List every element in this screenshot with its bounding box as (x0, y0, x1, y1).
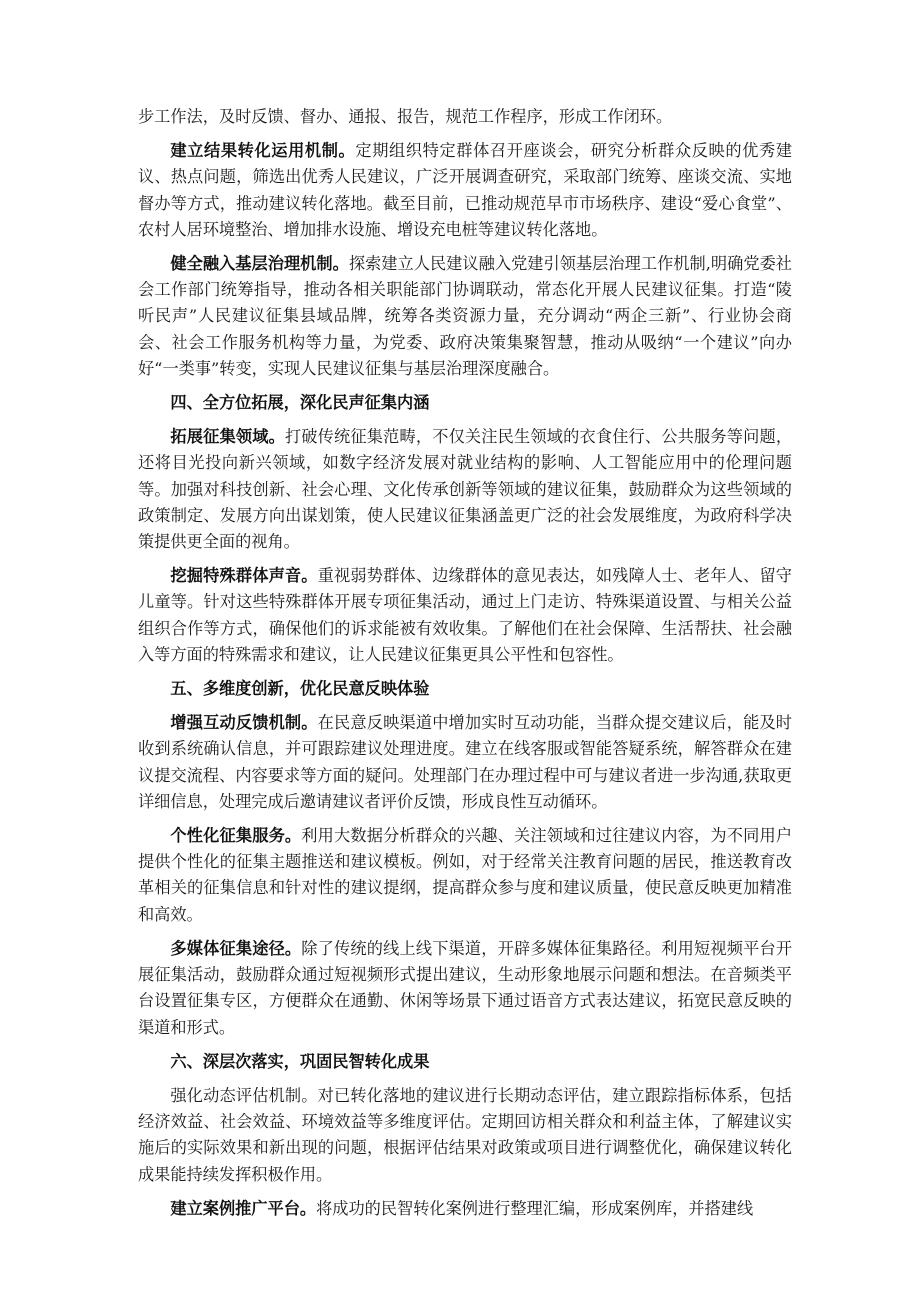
paragraph-lead: 个性化征集服务。 (170, 826, 302, 846)
paragraph-text: 重视弱势群体、边缘群体的意见表达，如残障人士、老年人、留守儿童等。针对这些特殊群体开展专项征集活动，通过上门走访、特殊渠道设置、与相关公益组织合作等方式，确保他们的诉求能被有效收集。了解他们在社会保障、生活帮扶、社会融入等方面的特殊需求和建议，让人民建议征集更具公平性和包容性。 (138, 566, 792, 664)
paragraph-special-groups (138, 563, 792, 668)
paragraph-lead: 建立结果转化运用机制。 (170, 141, 356, 161)
section-heading-6: 六、深层次落实，巩固民智转化成果 (170, 1051, 430, 1071)
paragraph-text: 除了传统的线上线下渠道，开辟多媒体征集路径。利用短视频平台开展征集活动，鼓励群众通过短视频形式提出建议，生动形象地展示问题和想法。在音频类平台设置征集专区，方便群众在通勤、休闲等场景下通过语音方式表达建议，拓宽民意反映的渠道和形式。 (138, 938, 793, 1037)
paragraph-text: 定期组织特定群体召开座谈会，研究分析群众反映的优秀建议、热点问题，筛选出优秀人民建议，广泛开展调查研究，采取部门统筹、座谈交流、实地督办等方式，推动建议转化落地。截至目前，已推动规范早市市场秩序、建设“爱心食堂”、农村人居环境整治、增加排水设施、增设充电桩等建议转化落地。 (138, 141, 793, 239)
paragraph-interactive-feedback (138, 710, 792, 815)
paragraph-case-platform (138, 1196, 792, 1222)
section-heading-4: 四、全方位拓展，深化民声征集内涵 (170, 393, 430, 413)
paragraph-lead: 拓展征集领域。 (170, 427, 285, 447)
document-body (138, 104, 792, 1230)
paragraph-dynamic-evaluation (138, 1083, 792, 1188)
paragraph-text: 步工作法，及时反馈、督办、通报、报告，规范工作程序，形成工作闭环。 (138, 107, 673, 126)
paragraph-grassroots-governance (138, 251, 792, 382)
paragraph-text: 在民意反映渠道中增加实时互动功能，当群众提交建议后，能及时收到系统确认信息，并可跟踪建议处理进度。建立在线客服或智能答疑系统，解答群众在建议提交流程、内容要求等方面的疑问。处理部门在办理过程中可与建议者进一步沟通,获取更详细信息，处理完成后邀请建议者评价反馈，形成良性互动循环。 (138, 713, 792, 811)
paragraph-text: 打破传统征集范畴，不仅关注民生领域的衣食住行、公共服务等问题，还将目光投向新兴领域，如数字经济发展对就业结构的影响、人工智能应用中的伦理问题等。加强对科技创新、社会心理、文化传承创新等领域的建议征集，鼓励群众为这些领域的政策制定、发展方向出谋划策，使人民建议征集涵盖更广泛的社会发展维度，为政府科学决策提供更全面的视角。 (138, 427, 793, 552)
paragraph-multimedia-channels (138, 936, 792, 1041)
paragraph-continuation (138, 104, 792, 130)
paragraph-lead: 挖掘特殊群体声音。 (170, 566, 318, 586)
paragraph-personalized-service (138, 823, 792, 928)
paragraph-lead: 建立案例推广平台。 (170, 1198, 317, 1218)
paragraph-result-conversion (138, 138, 792, 243)
section-heading-5: 五、多维度创新，优化民意反映体验 (170, 679, 430, 699)
paragraph-lead: 增强互动反馈机制。 (170, 713, 318, 733)
paragraph-text: 探索建立人民建议融入党建引领基层治理工作机制,明确党委社会工作部门统筹指导，推动各相关职能部门协调联动，常态化开展人民建议征集。打造“陵听民声”人民建议征集县域品牌，统筹各类资源力量，充分调动“两企三新”、行业协会商会、社会工作服务机构等力量，为党委、政府决策集聚智慧，推动从吸纳“一个建议”向办好“一类事”转变，实现人民建议征集与基层治理深度融合。 (138, 254, 792, 378)
paragraph-text: 利用大数据分析群众的兴趣、关注领域和过往建议内容，为不同用户提供个性化的征集主题推送和建议模板。例如，对于经常关注教育问题的居民，推送教育改革相关的征集信息和针对性的建议提纲，提高群众参与度和建议质量，使民意反映更加精准和高效。 (138, 826, 793, 924)
paragraph-text: 强化动态评估机制。对已转化落地的建议进行长期动态评估，建立跟踪指标体系，包括经济效益、社会效益、环境效益等多维度评估。定期回访相关群众和利益主体，了解建议实施后的实际效果和新出现的问题，根据评估结果对政策或项目进行调整优化，确保建议转化成果能持续发挥积极作用。 (138, 1085, 792, 1184)
paragraph-lead: 健全融入基层治理机制。 (170, 254, 349, 274)
paragraph-lead: 多媒体征集途径。 (170, 938, 302, 958)
paragraph-text: 将成功的民智转化案例进行整理汇编，形成案例库，并搭建线 (316, 1198, 754, 1218)
paragraph-expand-fields (138, 424, 792, 555)
